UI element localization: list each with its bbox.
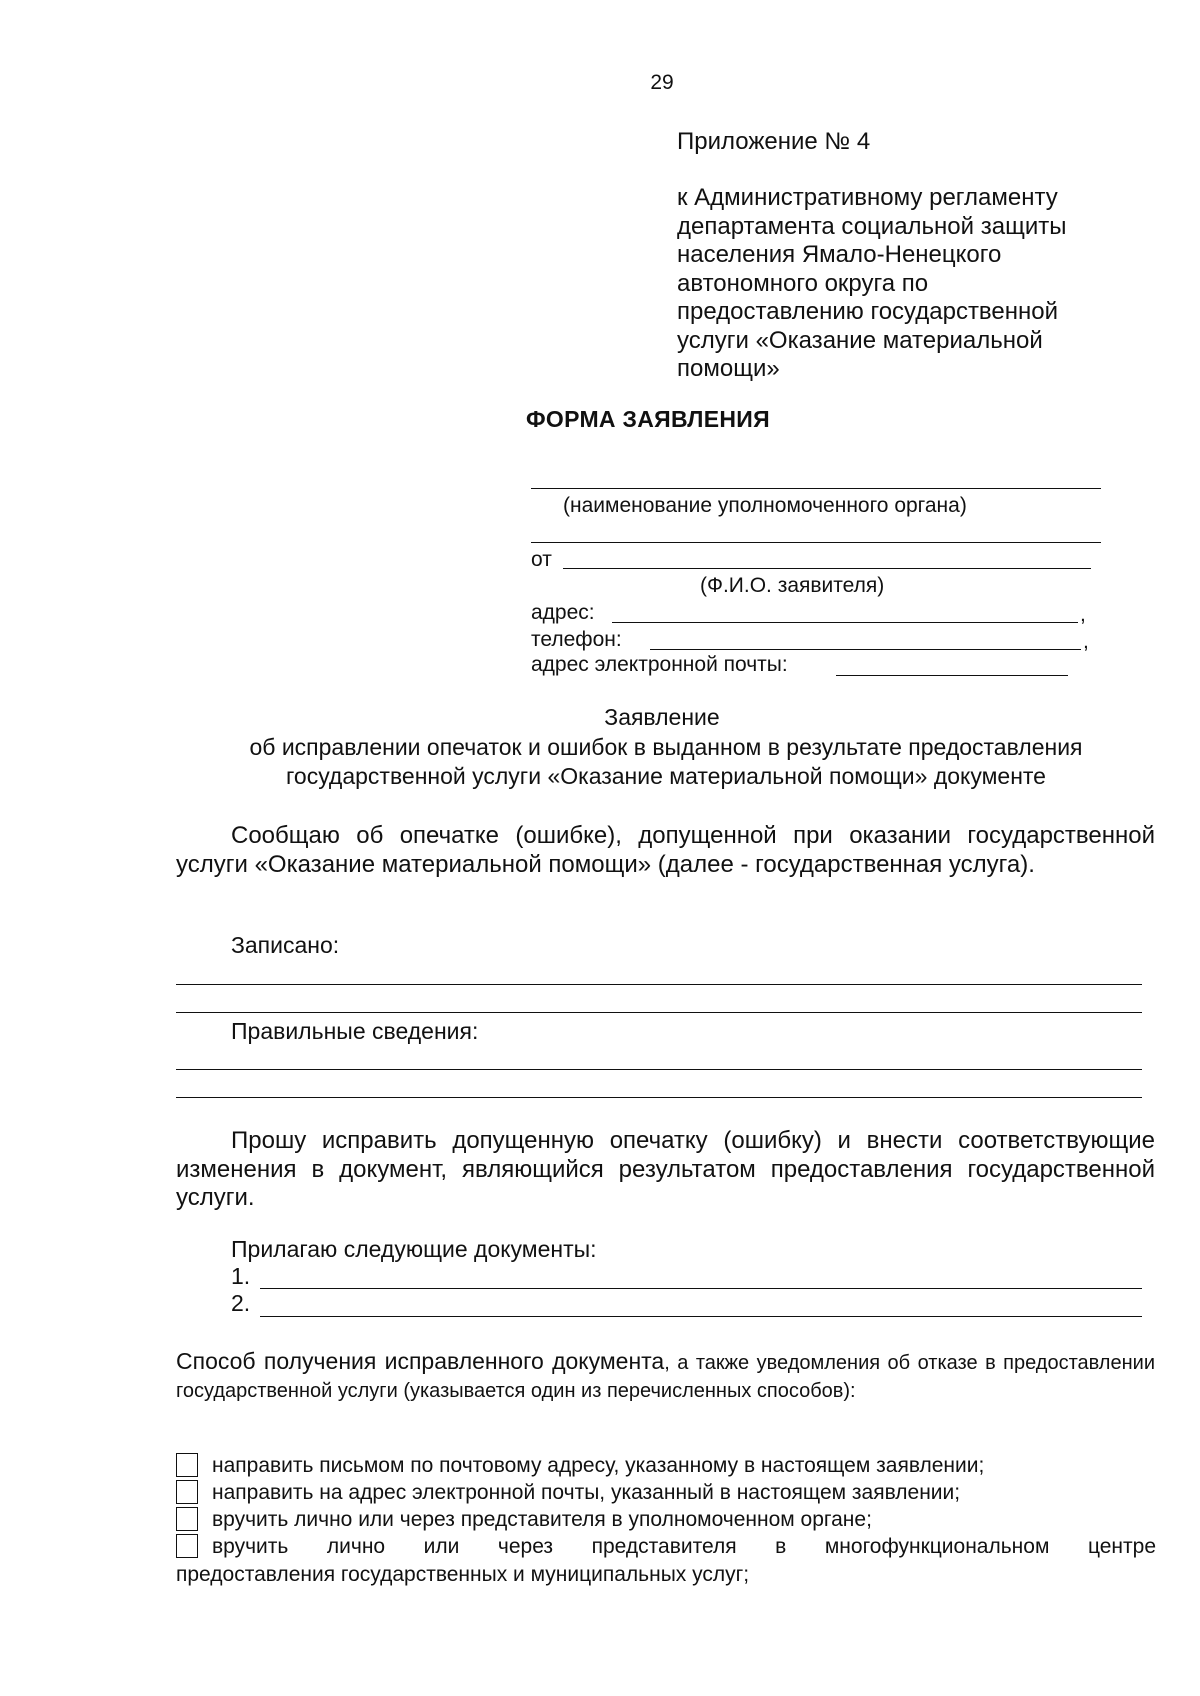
annex-line: помощи» <box>677 355 780 382</box>
method-paragraph <box>176 1347 1155 1405</box>
annex-line: к Административному регламенту <box>677 184 1058 211</box>
option-mfc-checkbox[interactable] <box>176 1534 198 1558</box>
correct-label: Правильные сведения: <box>231 1018 479 1044</box>
correct-line-1[interactable] <box>176 1069 1142 1070</box>
organ-fill-line-2[interactable] <box>531 542 1101 543</box>
address-comma: , <box>1080 603 1086 626</box>
statement-title: Заявление <box>604 704 720 730</box>
organ-caption: (наименование уполномоченного органа) <box>563 494 967 517</box>
method-rest: , а также уведомления об отказе в предоставлении государственной услуги (указывается один из перечисленных способов): <box>176 1352 1155 1402</box>
statement-subtitle: об исправлении опечаток и ошибок в выданном в результате предоставления государственной услуги «Оказание материальной помощи» документе <box>249 734 1083 789</box>
fio-fill-line[interactable] <box>563 568 1091 569</box>
option-mfc-label: вручить лично или через представителя в многофункциональном центре <box>212 1535 1156 1558</box>
fio-caption: (Ф.И.О. заявителя) <box>700 574 885 597</box>
option-email[interactable] <box>176 1479 1156 1507</box>
attach-item-1: 1. <box>231 1263 251 1289</box>
option-post[interactable] <box>176 1452 1156 1480</box>
annex-line: департамента социальной защиты <box>677 212 1067 240</box>
page-number: 29 <box>650 71 674 94</box>
annex-line: населения Ямало-Ненецкого <box>677 241 1002 268</box>
written-line-1[interactable] <box>176 984 1142 985</box>
attach-line-2[interactable] <box>260 1316 1142 1317</box>
written-label: Записано: <box>231 932 340 958</box>
email-label: адрес электронной почты: <box>531 653 788 676</box>
method-lead: Способ получения исправленного документа <box>176 1348 665 1374</box>
phone-comma: , <box>1083 630 1089 653</box>
annex-line: автономного округа по <box>677 269 929 297</box>
option-organ-label: вручить лично или через представителя в уполномоченном органе; <box>212 1508 872 1531</box>
option-email-label: направить на адрес электронной почты, указанный в настоящем заявлении; <box>212 1481 961 1504</box>
option-organ-checkbox[interactable] <box>176 1507 198 1531</box>
phone-label: телефон: <box>531 628 622 651</box>
annex-line: услуги «Оказание материальной <box>677 326 1043 354</box>
annex-reference <box>677 184 1117 384</box>
option-in-person-organ[interactable] <box>176 1506 1156 1534</box>
phone-fill-line[interactable] <box>650 649 1081 650</box>
organ-fill-line[interactable] <box>531 488 1101 489</box>
address-fill-line[interactable] <box>612 622 1078 623</box>
correct-line-2[interactable] <box>176 1097 1142 1098</box>
option-mfc-continued: предоставления государственных и муниципальных услуг; <box>176 1563 750 1586</box>
request-text: Прошу исправить допущенную опечатку (ошибку) и внести соответствующие изменения в документ, являющийся результатом предоставления государственной услуги. <box>176 1127 1155 1211</box>
attach-line-1[interactable] <box>260 1288 1142 1289</box>
report-text: Сообщаю об опечатке (ошибке), допущенной при оказании государственной услуги «Оказание материальной помощи» (далее - государственная услуга). <box>176 822 1155 878</box>
from-label: от <box>531 548 552 571</box>
written-line-2[interactable] <box>176 1012 1142 1013</box>
annex-line: предоставлению государственной <box>677 298 1059 325</box>
option-email-checkbox[interactable] <box>176 1480 198 1504</box>
attach-label: Прилагаю следующие документы: <box>231 1236 597 1262</box>
form-title: ФОРМА ЗАЯВЛЕНИЯ <box>526 406 770 432</box>
report-paragraph <box>176 822 1155 879</box>
option-mfc[interactable] <box>176 1533 1156 1561</box>
option-post-label: направить письмом по почтовому адресу, указанному в настоящем заявлении; <box>212 1454 985 1477</box>
attach-item-2: 2. <box>231 1290 251 1316</box>
annex-title: Приложение № 4 <box>677 128 871 155</box>
address-label: адрес: <box>531 601 595 624</box>
option-post-checkbox[interactable] <box>176 1453 198 1477</box>
request-paragraph <box>176 1127 1155 1213</box>
email-fill-line[interactable] <box>836 675 1068 676</box>
